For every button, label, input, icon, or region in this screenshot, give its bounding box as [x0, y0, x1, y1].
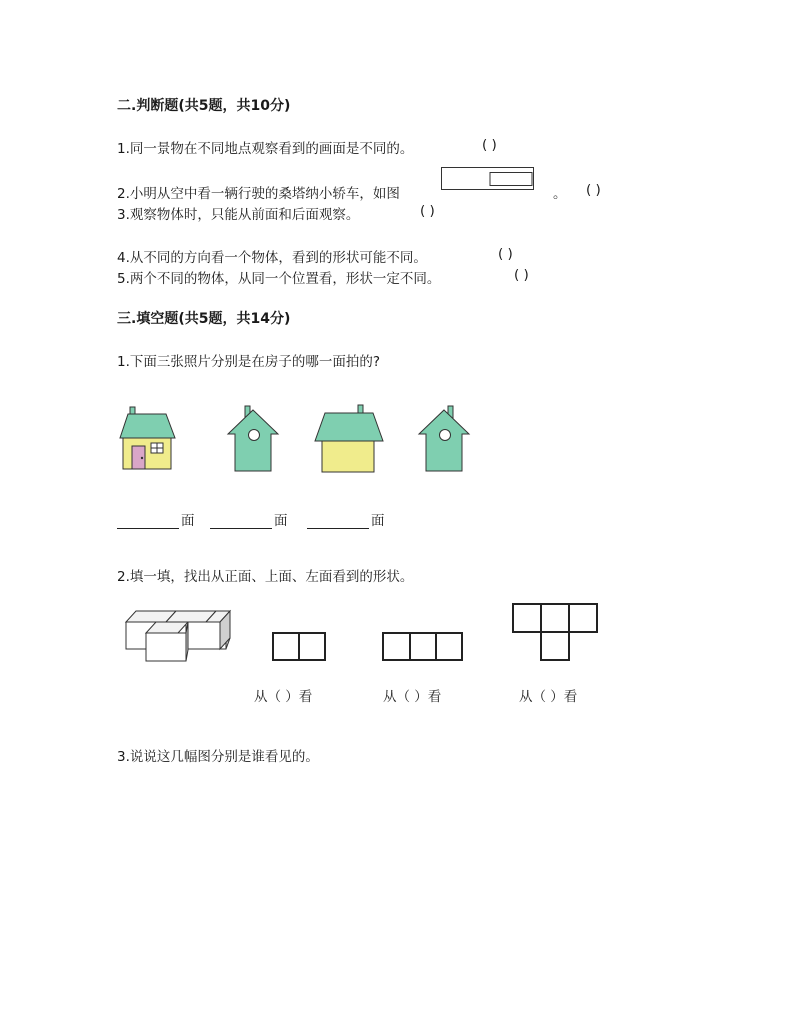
car-outline	[442, 168, 534, 190]
judge-question-2: 2.小明从空中看一辆行驶的桑塔纳小轿车，如图	[117, 186, 400, 202]
house-back-view	[313, 403, 385, 473]
fill-question-3: 3.说说这几幅图分别是谁看见的。	[117, 749, 319, 765]
answer-paren-3[interactable]: ( )	[420, 203, 435, 219]
fill-question-2: 2.填一填，找出从正面、上面、左面看到的形状。	[117, 569, 414, 585]
answer-paren-5[interactable]: ( )	[514, 267, 529, 283]
blank-suffix: 面	[371, 513, 385, 529]
round-window	[249, 430, 260, 441]
answer-paren-2[interactable]: ( )	[586, 182, 601, 198]
answer-paren-1[interactable]: ( )	[482, 137, 497, 153]
car-top-view-figure	[441, 167, 535, 191]
view-shape-t-shape	[512, 603, 600, 661]
view-shape-two-squares	[272, 632, 328, 662]
view-label-3[interactable]: 从（ ）看	[519, 689, 578, 705]
answer-blank-1[interactable]	[117, 509, 195, 529]
cube-stack-figure	[124, 607, 234, 663]
view-shape-three-squares	[382, 632, 465, 662]
car-window	[490, 173, 532, 186]
answer-blank-2[interactable]	[210, 509, 288, 529]
round-window	[440, 430, 451, 441]
blank-suffix: 面	[274, 513, 288, 529]
answer-paren-4[interactable]: ( )	[498, 246, 513, 262]
house-front-view	[118, 405, 178, 471]
judge-question-2-tail: 。	[553, 186, 567, 202]
view-label-2[interactable]: 从（ ）看	[383, 689, 442, 705]
view-label-1[interactable]: 从（ ）看	[254, 689, 313, 705]
section2-heading: 二.判断题(共5题，共10分)	[117, 98, 291, 114]
judge-question-1: 1.同一景物在不同地点观察看到的画面是不同的。	[117, 141, 414, 157]
house-side-view-2	[419, 404, 471, 472]
blank-suffix: 面	[181, 513, 195, 529]
judge-question-3: 3.观察物体时，只能从前面和后面观察。	[117, 207, 360, 223]
judge-question-4: 4.从不同的方向看一个物体，看到的形状可能不同。	[117, 250, 427, 266]
house-side-view-1	[228, 404, 280, 472]
judge-question-5: 5.两个不同的物体，从同一个位置看，形状一定不同。	[117, 271, 441, 287]
section3-heading: 三.填空题(共5题，共14分)	[117, 311, 291, 327]
answer-blank-3[interactable]	[307, 509, 385, 529]
fill-question-1: 1.下面三张照片分别是在房子的哪一面拍的?	[117, 354, 381, 370]
